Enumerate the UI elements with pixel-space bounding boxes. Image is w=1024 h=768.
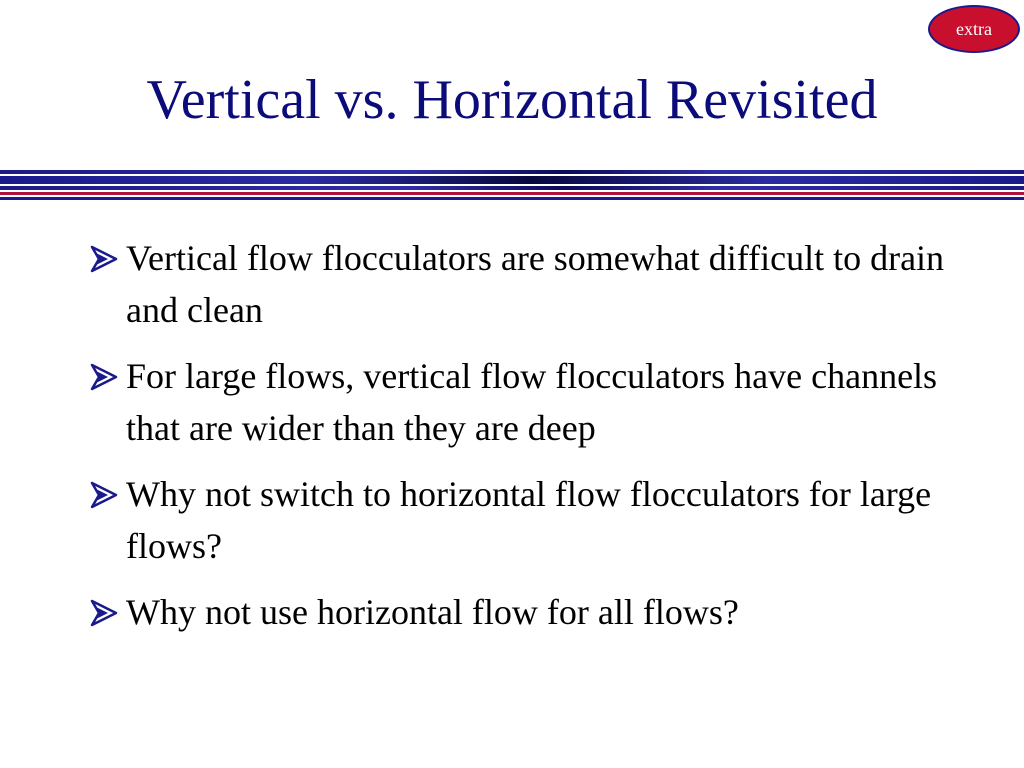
bullet-text: Why not use horizontal flow for all flows? (126, 592, 739, 632)
bullet-item (90, 350, 950, 454)
extra-badge-label: extra (956, 18, 992, 39)
title-rule-line (0, 192, 1024, 195)
title-rule-line (0, 176, 1024, 184)
bullet-item (90, 232, 950, 336)
bullet-item (90, 468, 950, 572)
title-rule-line (0, 170, 1024, 174)
bullet-list (90, 232, 950, 652)
bullet-text: Vertical flow flocculators are somewhat difficult to drain and clean (126, 238, 945, 330)
bullet-text: For large flows, vertical flow flocculators have channels that are wider than they are deep (126, 356, 938, 448)
bullet-text: Why not switch to horizontal flow flocculators for large flows? (126, 474, 932, 566)
arrow-right-icon (90, 363, 120, 391)
bullet-item (90, 586, 950, 638)
arrow-right-icon (90, 599, 120, 627)
slide-title: Vertical vs. Horizontal Revisited (146, 69, 878, 131)
title-rule-line (0, 186, 1024, 190)
extra-badge (928, 5, 1020, 53)
arrow-right-icon (90, 245, 120, 273)
arrow-right-icon (90, 481, 120, 509)
title-rule-line (0, 197, 1024, 200)
